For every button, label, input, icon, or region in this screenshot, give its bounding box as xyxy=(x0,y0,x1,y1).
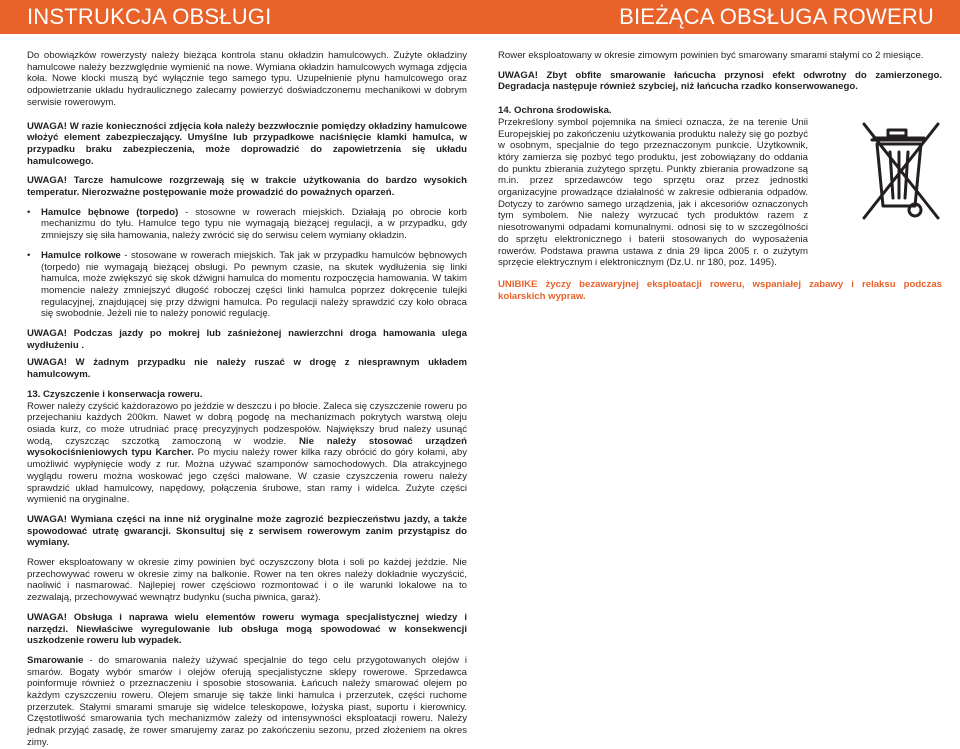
section-13-text xyxy=(27,401,467,506)
left-banner-title: INSTRUKCJA OBSŁUGI xyxy=(0,0,480,34)
section-13-text-a: Rower należy czyścić każdorazowo po jeździe w deszczu i po błocie. Zaleca się czyszczenie roweru po przejechaniu każdych 200km. Nawet w dobrą pogodę na mechanizmach pokrytych warstwą oleju osiada kurz, co może utrudniać pracę precyzyjnych podzespołów. Największy brud należy usunąć wodą, czyszcząc szczotką zamoczoną w wodzie. xyxy=(27,400,467,447)
warning-over-lubrication: UWAGA! Zbyt obfite smarowanie łańcucha przynosi efekt odwrotny do zamierzonego. Degradacja następuje również szybciej, niż łańcucha rzadko konserwowanego. xyxy=(498,69,942,93)
drum-brakes-term: Hamulce bębnowe (torpedo) xyxy=(41,206,179,218)
winter-storage-paragraph: Rower eksploatowany w okresie zimy powinien być oczyszczony błota i soli po każdej jeździe. Nie przechowywać roweru w okresie zimy na balkonie. Rower na ten okres należy dokładnie wyczyścić, naoliwić i nasmarować. Najlepiej rower częściowo rozmontować i o ile warunki lokalowe na to zezwalają, przechowywać wewnątrz budynku (sucha piwnica, garaż). xyxy=(27,557,467,604)
section-13-karcher-warning: Nie należy stosować urządzeń wysokociśnieniowych typu Karcher. xyxy=(27,435,467,459)
right-column xyxy=(480,0,960,302)
warning-original-parts: UWAGA! Wymiana części na inne niż oryginalne może zagrozić bezpieczeństwu jazdy, a także spowodować utratę gwarancji. Skonsultuj się z serwisem rowerowym zanim przystąpisz do wymiany. xyxy=(27,513,467,549)
warning-hot-discs: UWAGA! Tarcze hamulcowe rozgrzewają się w trakcie użytkowania do bardzo wysokich temperatur. Nierozważne postępowanie może prowadzić do poważnych oparzeń. xyxy=(27,175,467,199)
left-column xyxy=(0,0,480,34)
warning-specialist-service: UWAGA! Obsługa i naprawa wielu elementów roweru wymaga specjalistycznej wiedzy i narzędzi. Niewłaściwe wyregulowanie lub obsługa mogą spowodować w konsekwencji uszkodzenie roweru lub wypadek. xyxy=(27,611,467,647)
environment-section xyxy=(498,105,808,269)
winter-lubrication-paragraph: Rower eksploatowany w okresie zimowym powinien być smarowany smarami stałymi co 2 miesiące. xyxy=(498,50,924,61)
right-banner-title: BIEŻĄCA OBSŁUGA ROWERU xyxy=(480,0,960,34)
drum-brakes-text: - stosowne w rowerach miejskich. Działają po obrocie korb mechanizmu do tyłu. Hamulce tego typu nie wymagają bieżącej regulacji, a w przypadku, gdy zmniejszy się siła hamowania, należy zwrócić się do serwisu celem wymiany okładzin. xyxy=(41,206,468,242)
section-14-title: 14. Ochrona środowiska. xyxy=(498,105,612,117)
brake-pads-paragraph: Do obowiązków rowerzysty należy bieżąca kontrola stanu okładzin hamulcowych. Zużyte okładziny hamulcowe należy bezzwględnie wymienić na nowe. Wymiana okładzin hamulcowych wymaga zdjęcia koła. Nowe klocki muszą być wyłącznie tego samego typu. Uzupełnienie płynu hamulcowego oraz odpowietrzanie układu hydraulicznego zalecamy powierzyć doświadczonemu mechanikowi w dobrym serwisie rowerowym. xyxy=(27,50,467,108)
warning-wheel-removal: UWAGA! W razie konieczności zdjęcia koła należy bezzwłocznie pomiędzy okładziny hamulcowe włożyć element zabezpieczający. Umyślne lub przypadkowe naciśnięcie klamki hamulca, w przypadku braku zabezpieczenia, może doprowadzić do zapowietrzenia się układu hamulcowego. xyxy=(27,120,467,167)
bullet-marker: • xyxy=(27,206,31,218)
closing-message: UNIBIKE życzy bezawaryjnej eksploatacji roweru, wspaniałej zabawy i relaksu podczas kolarskich wypraw. xyxy=(498,278,942,302)
lubrication-paragraph xyxy=(27,655,467,749)
roller-brakes-item xyxy=(27,250,467,320)
roller-brakes-text: - stosowane w rowerach miejskich. Tak jak w przypadku hamulców bębnowych (torpedo) nie wymagają bieżącej obsługi. Po pewnym czasie, na skutek wydłużenia się linki hamulca, może zwiększyć się skok dźwigni hamulca do momentu rozpoczęcia hamowania. W takim momencie należy zmniejszyć długość roboczej części linki hamulca poprzez dokręcenie tulejki regulacyjnej, znajdującej się przy dźwigni hamulca. Po regulacji należy sprawdzić czy koło obraca się swobodnie. Jeżeli nie to należy ponowić regulację. xyxy=(41,249,467,320)
section-13-text-b: Po myciu należy rower kilka razy obrócić do góry kołami, aby umożliwić wypłynięcie wody z rur. Można używać szamponów samochodowych. Dla atrakcyjnego wyglądu roweru można woskować jego części malowane. W czasie czyszczenia roweru należy sprawdzić układ hamulcowy, napędowy, połączenia śrubowe, stan ramy i widelca. Zużyte części wymienić na oryginalne. xyxy=(27,447,468,506)
warning-wet-surface: UWAGA! Podczas jazdy po mokrej lub zaśnieżonej nawierzchni droga hamowania ulega wydłużeniu . xyxy=(27,328,467,351)
warning-faulty-brakes: UWAGA! W żadnym przypadku nie należy ruszać w drogę z niesprawnym układem hamulcowym. xyxy=(27,357,467,381)
section-14-text: Przekreślony symbol pojemnika na śmieci oznacza, że na terenie Unii Europejskiej po zakończeniu użytkowania produktu należy się go pozbyć w osobnym, specjalnie do tego przeznaczonym punkcie. Użytkownik, który zamierza się pozbyć tego produktu, jest zobowiązany do oddania do punktu zbierania zużytego sprzętu. Punkty zbierania prowadzone są m.in. przez sprzedawców tego sprzętu oraz przez jednostki organizacyjne prowadzące działalność w zakresie odbierania odpadów. Dotyczy to zarówno samego urządzenia, jak i akcesoriów oznaczonych tym symbolem. Nie należy wyrzucać tych produktów razem z niesotrowanymi odpadami komunalnymi. odnosi się to w szczególności do sprzętu elektronicznego i baterii stosowanych do wyposażenia rowerów. Podstawa prawna ustawa z dnia 29 lipca 2005 r. o zużytym sprzęcie elektrycznym i elektronicznym (Dz.U. nr 180, poz. 1495). xyxy=(498,116,808,269)
section-13-title: 13. Czyszczenie i konserwacja roweru. xyxy=(27,388,203,400)
drum-brakes-item xyxy=(27,207,467,242)
roller-brakes-term: Hamulce rolkowe xyxy=(41,249,121,261)
left-body xyxy=(27,50,467,749)
lubrication-text: - do smarowania należy używać specjalnie do tego celu przygotowanych olejów i smarów. Bogaty wybór smarów i olejów oferują specjalistyczne sklepy rowerowe. Sprzedawca poinformuje również o przeznaczeniu i sposobie stosowania. Łańcuch należy smarować olejem po każdym czyszczeniu roweru. Olejem smaruje się także linki hamulca i przerzutek, części ruchome przerzutek. Stałymi smarami smaruje się widelce teleskopowe, łożyska piast, suportu i kierownicy. Częstotliwość smarowania tych mechanizmów zależy od intensywności eksploatacji roweru. Należy jednak przyjąć zasadę, że rower smarujemy zaraz po zakończeniu sezonu, przed złożeniem na okres zimy. xyxy=(27,654,467,748)
bullet-marker: • xyxy=(27,249,31,261)
lubrication-term: Smarowanie xyxy=(27,654,84,666)
crossed-out-wheelie-bin-icon xyxy=(860,118,942,224)
